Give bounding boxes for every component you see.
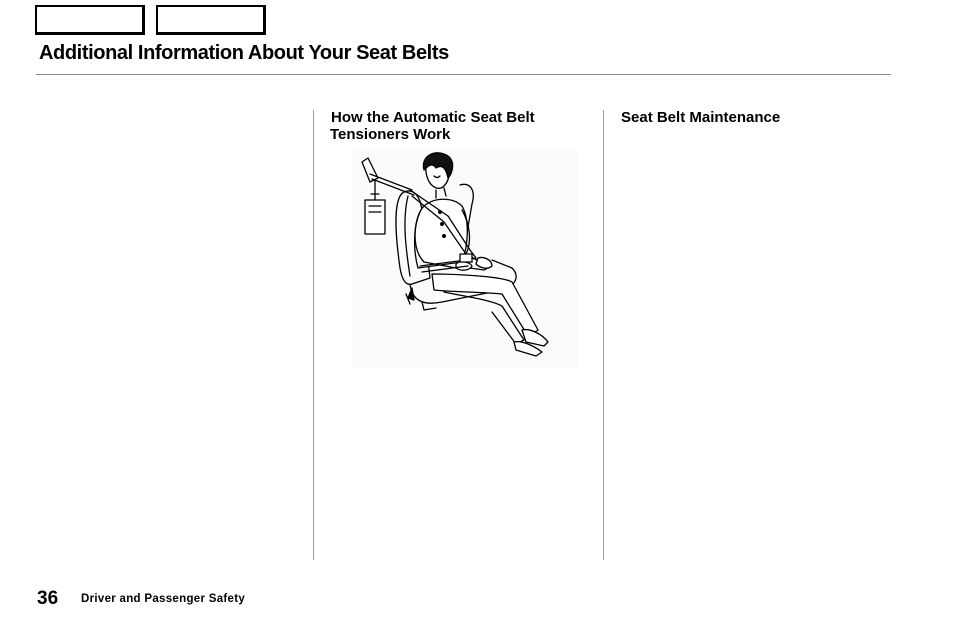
- next-page-button[interactable]: [156, 5, 266, 35]
- previous-page-button[interactable]: [35, 5, 145, 35]
- page-number: 36: [37, 588, 59, 609]
- section-name: Driver and Passenger Safety: [81, 593, 246, 605]
- column-divider-left: [313, 110, 314, 560]
- page-title: Additional Information About Your Seat Belts: [39, 42, 449, 64]
- seated-passenger-illustration: [352, 150, 578, 368]
- tensioners-heading: How the Automatic Seat Belt Tensioners Work: [330, 109, 535, 143]
- title-divider: [36, 74, 891, 75]
- maintenance-heading: Seat Belt Maintenance: [621, 109, 781, 126]
- column-divider-right: [603, 110, 604, 560]
